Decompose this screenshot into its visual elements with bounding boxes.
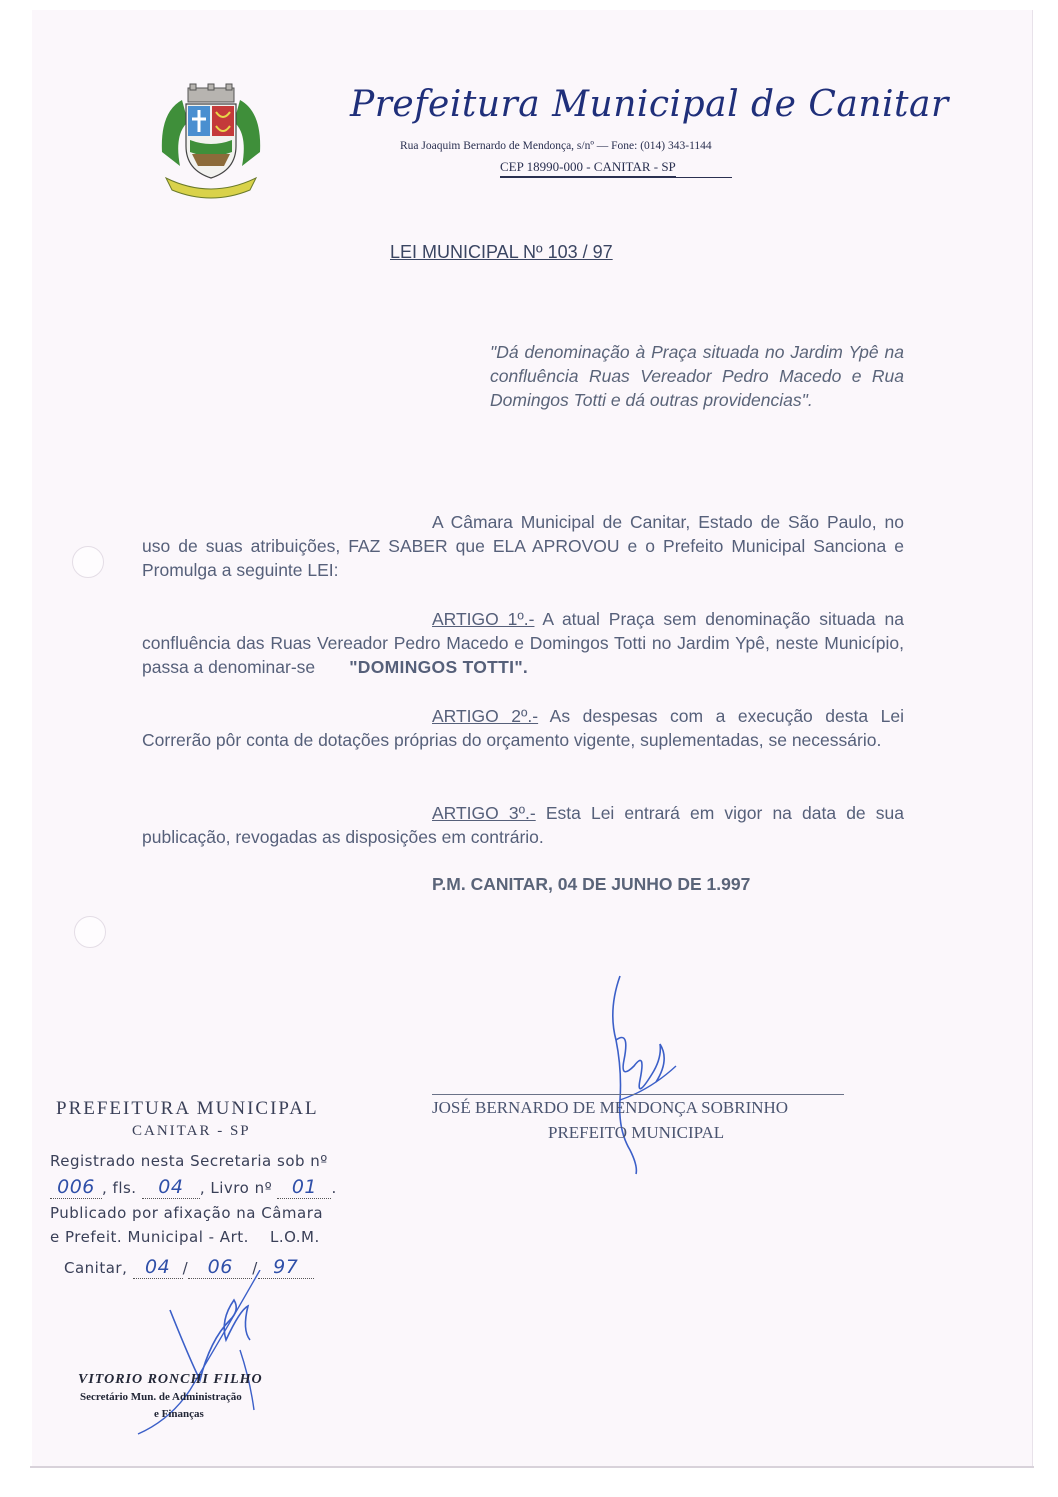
stamp-title: PREFEITURA MUNICIPAL bbox=[56, 1098, 319, 1119]
punch-hole bbox=[72, 546, 104, 578]
page-edge bbox=[30, 1466, 1034, 1468]
law-ementa: "Dá denominação à Praça situada no Jardim Ypê na confluência Ruas Vereador Pedro Macedo e Rua Domingos Totti e dá outras providencias". bbox=[490, 342, 904, 410]
stamp-month: 06 bbox=[188, 1256, 252, 1279]
article-2 bbox=[142, 704, 904, 752]
secretary-name: VITORIO RONCHI FILHO bbox=[78, 1372, 263, 1387]
article-1-text: A atual Praça sem denominação situada na confluência das Ruas Vereador Pedro Macedo e Domingos Totti no Jardim Ypê, neste Município, passa a denominar-se bbox=[142, 609, 904, 677]
fls-label: , fls. bbox=[102, 1179, 137, 1197]
mayor-name: JOSÉ BERNARDO DE MENDONÇA SOBRINHO bbox=[432, 1098, 789, 1117]
livro-field: 01 bbox=[277, 1176, 331, 1199]
page-title: Prefeitura Municipal de Canitar bbox=[350, 84, 949, 125]
article-3 bbox=[142, 801, 904, 849]
stamp-place: Canitar, bbox=[64, 1259, 128, 1277]
article-2-label: ARTIGO 2º.- bbox=[432, 706, 539, 726]
stamp-lom: L.O.M. bbox=[269, 1228, 320, 1246]
article-1 bbox=[142, 607, 904, 679]
secretary-role: Secretário Mun. de Administração bbox=[80, 1391, 242, 1403]
stamp-article-line bbox=[50, 1228, 320, 1246]
article-2-text: As despesas com a execução desta Lei Correrão pôr conta de dotações próprias do orçamento vigente, suplementadas, se necessário. bbox=[142, 706, 904, 750]
coat-of-arms-icon bbox=[152, 82, 270, 200]
stamp-article-text: e Prefeit. Municipal - Art. bbox=[50, 1228, 249, 1246]
stamp-date-line: Canitar, 04 / 06 / 97 bbox=[64, 1256, 314, 1279]
mayor-signature-icon bbox=[590, 970, 700, 1180]
header-underline bbox=[500, 177, 732, 178]
livro-label: , Livro nº bbox=[199, 1179, 273, 1197]
date-line: P.M. CANITAR, 04 DE JUNHO DE 1.997 bbox=[432, 874, 751, 894]
signature-line bbox=[432, 1094, 844, 1095]
law-number: LEI MUNICIPAL Nº 103 / 97 bbox=[390, 242, 613, 262]
stamp-publication-line: Publicado por afixação na Câmara bbox=[50, 1204, 324, 1222]
article-1-emphasis: "DOMINGOS TOTTI". bbox=[349, 657, 529, 677]
punch-hole bbox=[74, 916, 106, 948]
article-3-text: Esta Lei entrará em vigor na data de sua publicação, revogadas as disposições em contrário. bbox=[142, 803, 904, 847]
mayor-role: PREFEITO MUNICIPAL bbox=[548, 1123, 725, 1142]
header-address: Rua Joaquim Bernardo de Mendonça, s/nº — Fone: (014) 343-1144 bbox=[400, 140, 712, 152]
reg-number-field: 006 bbox=[50, 1176, 102, 1199]
article-1-label: ARTIGO 1º.- bbox=[432, 609, 535, 629]
stamp-subtitle: CANITAR - SP bbox=[132, 1123, 251, 1139]
header-cep: CEP 18990-000 - CANITAR - SP bbox=[500, 159, 676, 177]
preamble-text: A Câmara Municipal de Canitar, Estado de São Paulo, no uso de suas atribuições, FAZ SABER que ELA APROVOU e o Prefeito Municipal Sanciona e Promulga a seguinte LEI: bbox=[142, 512, 904, 580]
secretary-role-continued: e Finanças bbox=[154, 1408, 204, 1420]
stamp-registration-values: 006 , fls. 04 , Livro nº 01 . bbox=[50, 1176, 337, 1199]
stamp-day: 04 bbox=[133, 1256, 183, 1279]
stamp-registration-line: Registrado nesta Secretaria sob nº bbox=[50, 1152, 328, 1170]
fls-field: 04 bbox=[142, 1176, 200, 1199]
article-3-label: ARTIGO 3º.- bbox=[432, 803, 536, 823]
stamp-year: 97 bbox=[258, 1256, 314, 1279]
law-preamble bbox=[142, 510, 904, 582]
